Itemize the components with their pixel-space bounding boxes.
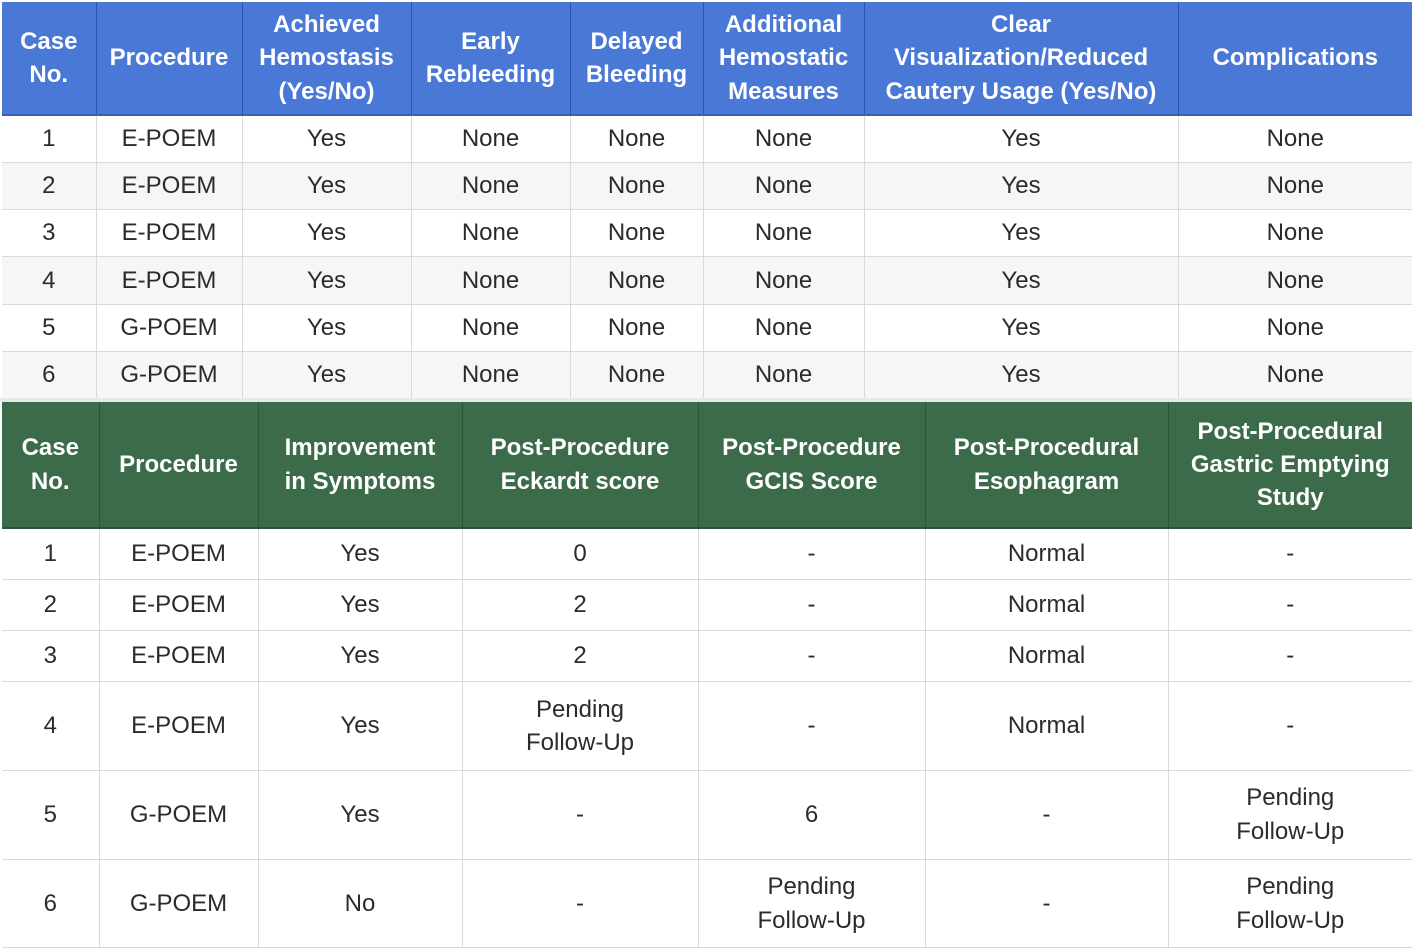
table-cell: None	[411, 304, 570, 351]
table-cell: 5	[2, 304, 96, 351]
table-cell: Normal	[925, 528, 1168, 579]
header-early-rebleeding: Early Rebleeding	[411, 2, 570, 115]
table-cell: None	[1178, 257, 1412, 304]
header-procedure: Procedure	[99, 402, 258, 528]
table-cell: E-POEM	[96, 210, 242, 257]
table-cell: None	[703, 115, 864, 162]
table-cell: None	[1178, 304, 1412, 351]
table-cell: -	[925, 859, 1168, 948]
table-cell: -	[698, 631, 925, 682]
table-cell: -	[1168, 528, 1412, 579]
table-row	[2, 115, 1412, 162]
header-eckardt-score: Post-Procedure Eckardt score	[462, 402, 698, 528]
table-cell: None	[570, 162, 703, 209]
table-cell: 4	[2, 682, 99, 771]
table-cell: Yes	[258, 528, 462, 579]
table-cell: None	[411, 162, 570, 209]
header-esophagram: Post-Procedural Esophagram	[925, 402, 1168, 528]
table-cell: 2	[2, 579, 99, 630]
table-cell: 5	[2, 771, 99, 860]
table-cell: Yes	[242, 162, 411, 209]
table-cell: Yes	[864, 162, 1178, 209]
table-cell: Yes	[242, 115, 411, 162]
header-achieved-hemostasis: Achieved Hemostasis (Yes/No)	[242, 2, 411, 115]
header-procedure: Procedure	[96, 2, 242, 115]
table-cell: 3	[2, 631, 99, 682]
table-body	[2, 528, 1412, 948]
table-cell: Yes	[864, 115, 1178, 162]
header-case-no: Case No.	[2, 402, 99, 528]
table-cell: None	[570, 304, 703, 351]
table-cell: None	[1178, 115, 1412, 162]
table-cell: None	[411, 210, 570, 257]
table-cell: E-POEM	[99, 682, 258, 771]
table-cell: 6	[698, 771, 925, 860]
table-cell: None	[411, 115, 570, 162]
table-cell: 2	[2, 162, 96, 209]
table-cell: 3	[2, 210, 96, 257]
table-cell: No	[258, 859, 462, 948]
header-delayed-bleeding: Delayed Bleeding	[570, 2, 703, 115]
table-cell: Yes	[258, 579, 462, 630]
table-cell: -	[698, 682, 925, 771]
header-additional-hemostatic-measures: Additional Hemostatic Measures	[703, 2, 864, 115]
table-cell: None	[703, 162, 864, 209]
header-gcis-score: Post-Procedure GCIS Score	[698, 402, 925, 528]
table-cell: -	[925, 771, 1168, 860]
table-cell: -	[698, 528, 925, 579]
table-header-row	[2, 402, 1412, 528]
table-cell: Yes	[258, 771, 462, 860]
table-row	[2, 631, 1412, 682]
table-row	[2, 682, 1412, 771]
table-cell: Yes	[864, 304, 1178, 351]
table-cell: -	[1168, 682, 1412, 771]
table-cell: Normal	[925, 579, 1168, 630]
table-cell: 4	[2, 257, 96, 304]
table-cell: None	[570, 115, 703, 162]
table-cell: Yes	[242, 304, 411, 351]
table-row	[2, 528, 1412, 579]
table-cell: Pending Follow-Up	[698, 859, 925, 948]
table-cell: Yes	[864, 257, 1178, 304]
table-cell: E-POEM	[96, 162, 242, 209]
table-cell: E-POEM	[96, 115, 242, 162]
table-cell: E-POEM	[99, 631, 258, 682]
header-complications: Complications	[1178, 2, 1412, 115]
header-gastric-emptying-study: Post-Procedural Gastric Emptying Study	[1168, 402, 1412, 528]
table-cell: -	[1168, 579, 1412, 630]
table-cell: None	[703, 210, 864, 257]
table-cell: 6	[2, 351, 96, 398]
header-case-no: Case No.	[2, 2, 96, 115]
table-cell: Yes	[258, 631, 462, 682]
table-cell: 1	[2, 528, 99, 579]
table-cell: Yes	[242, 351, 411, 398]
table-cell: Normal	[925, 682, 1168, 771]
table-row	[2, 351, 1412, 398]
table-cell: Yes	[258, 682, 462, 771]
table-cell: G-POEM	[99, 771, 258, 860]
table-cell: 1	[2, 115, 96, 162]
table-cell: None	[1178, 210, 1412, 257]
header-clear-visualization: Clear Visualization/Reduced Cautery Usage (Yes/No)	[864, 2, 1178, 115]
table-cell: 6	[2, 859, 99, 948]
header-improvement-in-symptoms: Improvement in Symptoms	[258, 402, 462, 528]
table-cell: Yes	[242, 257, 411, 304]
table-row	[2, 859, 1412, 948]
table-cell: E-POEM	[99, 528, 258, 579]
table-cell: E-POEM	[99, 579, 258, 630]
hemostasis-outcomes-table	[2, 2, 1412, 399]
table-cell: None	[411, 257, 570, 304]
table-row	[2, 210, 1412, 257]
table-cell: 0	[462, 528, 698, 579]
table-cell: None	[703, 257, 864, 304]
table-cell: -	[462, 859, 698, 948]
table-header-row	[2, 2, 1412, 115]
table-cell: G-POEM	[96, 304, 242, 351]
table-cell: -	[462, 771, 698, 860]
table-cell: None	[703, 351, 864, 398]
table-cell: None	[570, 351, 703, 398]
table-row	[2, 257, 1412, 304]
table-cell: None	[570, 210, 703, 257]
table-cell: -	[698, 579, 925, 630]
table-cell: G-POEM	[96, 351, 242, 398]
table-cell: G-POEM	[99, 859, 258, 948]
post-procedure-outcomes-table	[2, 402, 1412, 948]
table-cell: None	[1178, 351, 1412, 398]
table-cell: Pending Follow-Up	[1168, 859, 1412, 948]
table-row	[2, 162, 1412, 209]
table-body	[2, 115, 1412, 399]
table-cell: E-POEM	[96, 257, 242, 304]
table-row	[2, 304, 1412, 351]
table-cell: 2	[462, 579, 698, 630]
table-cell: 2	[462, 631, 698, 682]
table-cell: Yes	[864, 210, 1178, 257]
table-cell: None	[570, 257, 703, 304]
table-cell: Pending Follow-Up	[1168, 771, 1412, 860]
table-cell: Yes	[864, 351, 1178, 398]
table-cell: None	[1178, 162, 1412, 209]
table-row	[2, 579, 1412, 630]
table-cell: None	[703, 304, 864, 351]
table-cell: -	[1168, 631, 1412, 682]
table-row	[2, 771, 1412, 860]
table-cell: Pending Follow-Up	[462, 682, 698, 771]
table-cell: Normal	[925, 631, 1168, 682]
table-cell: None	[411, 351, 570, 398]
table-cell: Yes	[242, 210, 411, 257]
